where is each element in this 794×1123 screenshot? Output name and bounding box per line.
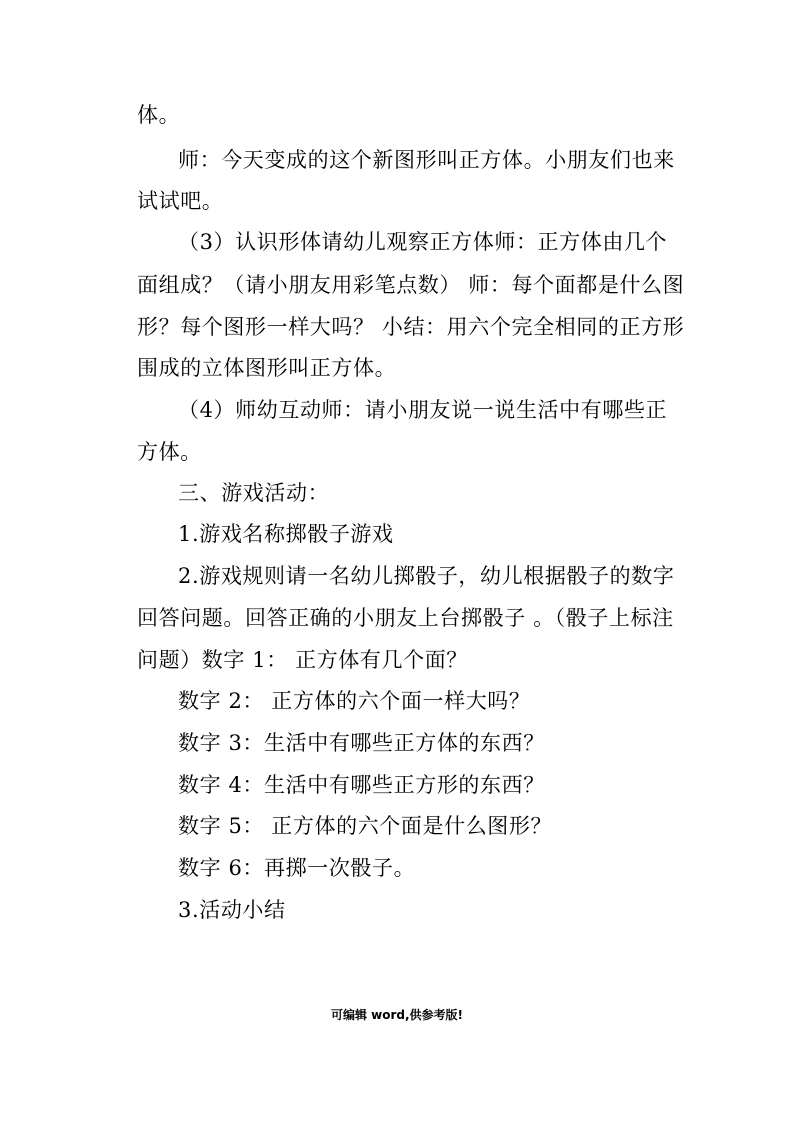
text-line-6: 形？每个图形一样大吗？ 小结：用六个完全相同的正方形 bbox=[137, 315, 685, 339]
text-line-11: 1.游戏名称掷骰子游戏 bbox=[178, 522, 394, 546]
text-line-4: （3）认识形体请幼儿观察正方体师：正方体由几个 bbox=[178, 230, 668, 254]
text-line-17: 数字 4：生活中有哪些正方形的东西？ bbox=[178, 773, 545, 797]
text-line-13: 回答问题。回答正确的小朋友上台掷骰子 。（骰子上标注 bbox=[137, 606, 674, 630]
text-line-5: 面组成？（请小朋友用彩笔点数） 师：每个面都是什么图 bbox=[137, 273, 685, 297]
text-line-9: 方体。 bbox=[137, 440, 202, 464]
text-line-15: 数字 2： 正方体的六个面一样大吗？ bbox=[178, 689, 531, 713]
text-line-1: 体。 bbox=[137, 103, 181, 127]
text-line-18: 数字 5： 正方体的六个面是什么图形？ bbox=[178, 814, 553, 838]
text-line-19: 数字 6：再掷一次骰子。 bbox=[178, 856, 416, 880]
text-line-7: 围成的立体图形叫正方体。 bbox=[137, 356, 397, 380]
text-line-14: 问题）数字 1： 正方体有几个面？ bbox=[137, 648, 468, 672]
text-line-8: （4）师幼互动师：请小朋友说一说生活中有哪些正 bbox=[178, 398, 668, 422]
text-line-20: 3.活动小结 bbox=[178, 898, 286, 922]
text-line-16: 数字 3：生活中有哪些正方体的东西？ bbox=[178, 731, 545, 755]
section-heading: 三、游戏活动： bbox=[178, 481, 330, 505]
text-line-3: 试试吧。 bbox=[137, 189, 224, 213]
page-footer: 可编辑 word,供参考版! bbox=[330, 1008, 464, 1022]
text-line-12: 2.游戏规则请一名幼儿掷骰子，幼儿根据骰子的数字 bbox=[178, 564, 675, 588]
text-line-2: 师：今天变成的这个新图形叫正方体。小朋友们也来 bbox=[178, 148, 675, 172]
